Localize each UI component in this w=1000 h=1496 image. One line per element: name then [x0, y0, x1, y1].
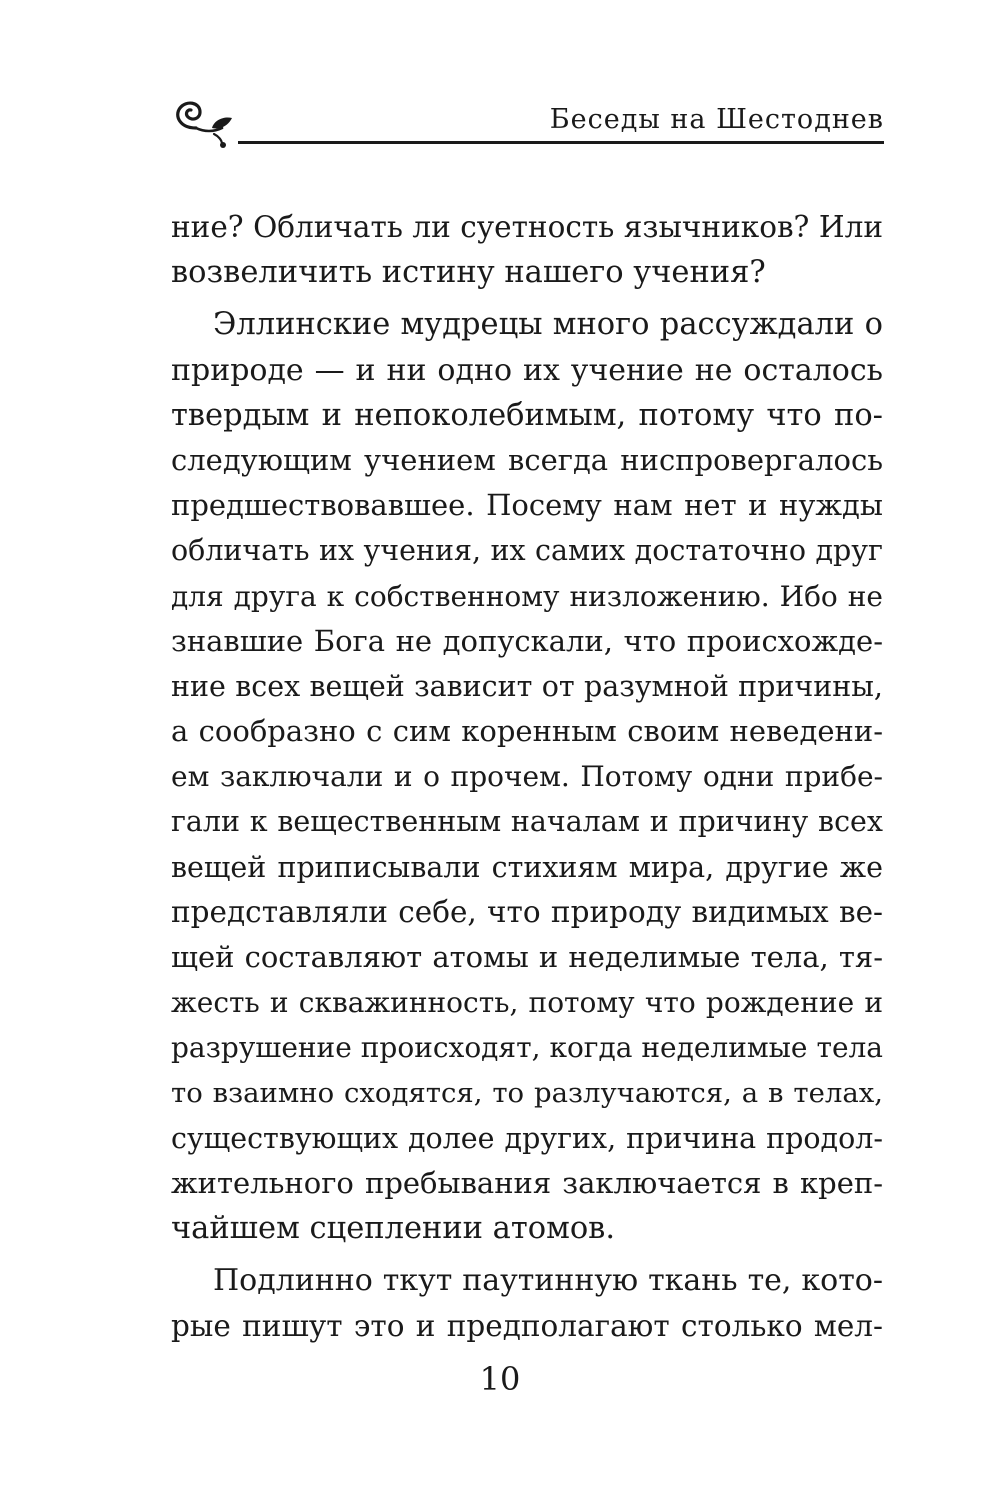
text-line: ем заключали и о прочем. Потому одни прибе-	[171, 760, 883, 794]
text-line: следующим учением всегда ниспровергалось	[171, 442, 883, 477]
text-line: существующих долее других, причина продол-	[171, 1121, 883, 1155]
paragraph	[171, 1258, 883, 1348]
running-header	[166, 88, 884, 150]
text-line: возвеличить истину нашего учения?	[171, 255, 766, 291]
text-line: для друга к собственному низложению. Ибо не	[171, 579, 883, 613]
text-line: Подлинно ткут паутинную ткань те, кото-	[213, 1263, 883, 1299]
text-line: ние всех вещей зависит от разумной причины,	[171, 669, 883, 703]
text-line: жительного пребывания заключается в креп-	[171, 1165, 883, 1200]
text-line: а сообразно с сим коренным своим неведени-	[171, 714, 883, 749]
text-line: природе — и ни одно их учение не осталось	[171, 352, 883, 388]
text-line: гали к вещественным началам и причину всех	[171, 805, 883, 839]
text-line: то взаимно сходятся, то разлучаются, а в телах,	[171, 1076, 883, 1109]
text-line: Эллинские мудрецы много рассуждали о	[213, 307, 883, 343]
paragraph	[171, 205, 883, 295]
body-text	[171, 205, 883, 1349]
paragraph	[171, 302, 883, 1251]
text-line: разрушение происходят, когда неделимые тела	[171, 1031, 883, 1065]
text-line: представляли себе, что природу видимых ве-	[171, 894, 883, 929]
text-line: обличать их учения, их самих достаточно друг	[171, 534, 883, 568]
page-number: 10	[479, 1360, 521, 1398]
text-line: твердым и непоколебимым, потому что по-	[171, 397, 883, 433]
text-line: щей составляют атомы и неделимые тела, тя-	[171, 940, 883, 975]
text-line: вещей приписывали стихиям мира, другие же	[171, 850, 883, 884]
header-rule	[238, 141, 884, 144]
swirl-leaf-ornament-icon	[166, 88, 246, 150]
text-line: знавшие Бога не допускали, что происхожде-	[171, 623, 883, 658]
text-line: ние? Обличать ли суетность язычников? Или	[171, 210, 883, 244]
running-header-title: Беседы на Шестоднев	[549, 104, 884, 135]
text-line: рые пишут это и предполагают столько мел-	[171, 1308, 883, 1343]
text-line: жесть и скважинность, потому что рождение и	[171, 986, 883, 1020]
text-line: чайшем сцеплении атомов.	[171, 1211, 616, 1247]
text-line: предшествовавшее. Посему нам нет и нужды	[171, 488, 883, 523]
